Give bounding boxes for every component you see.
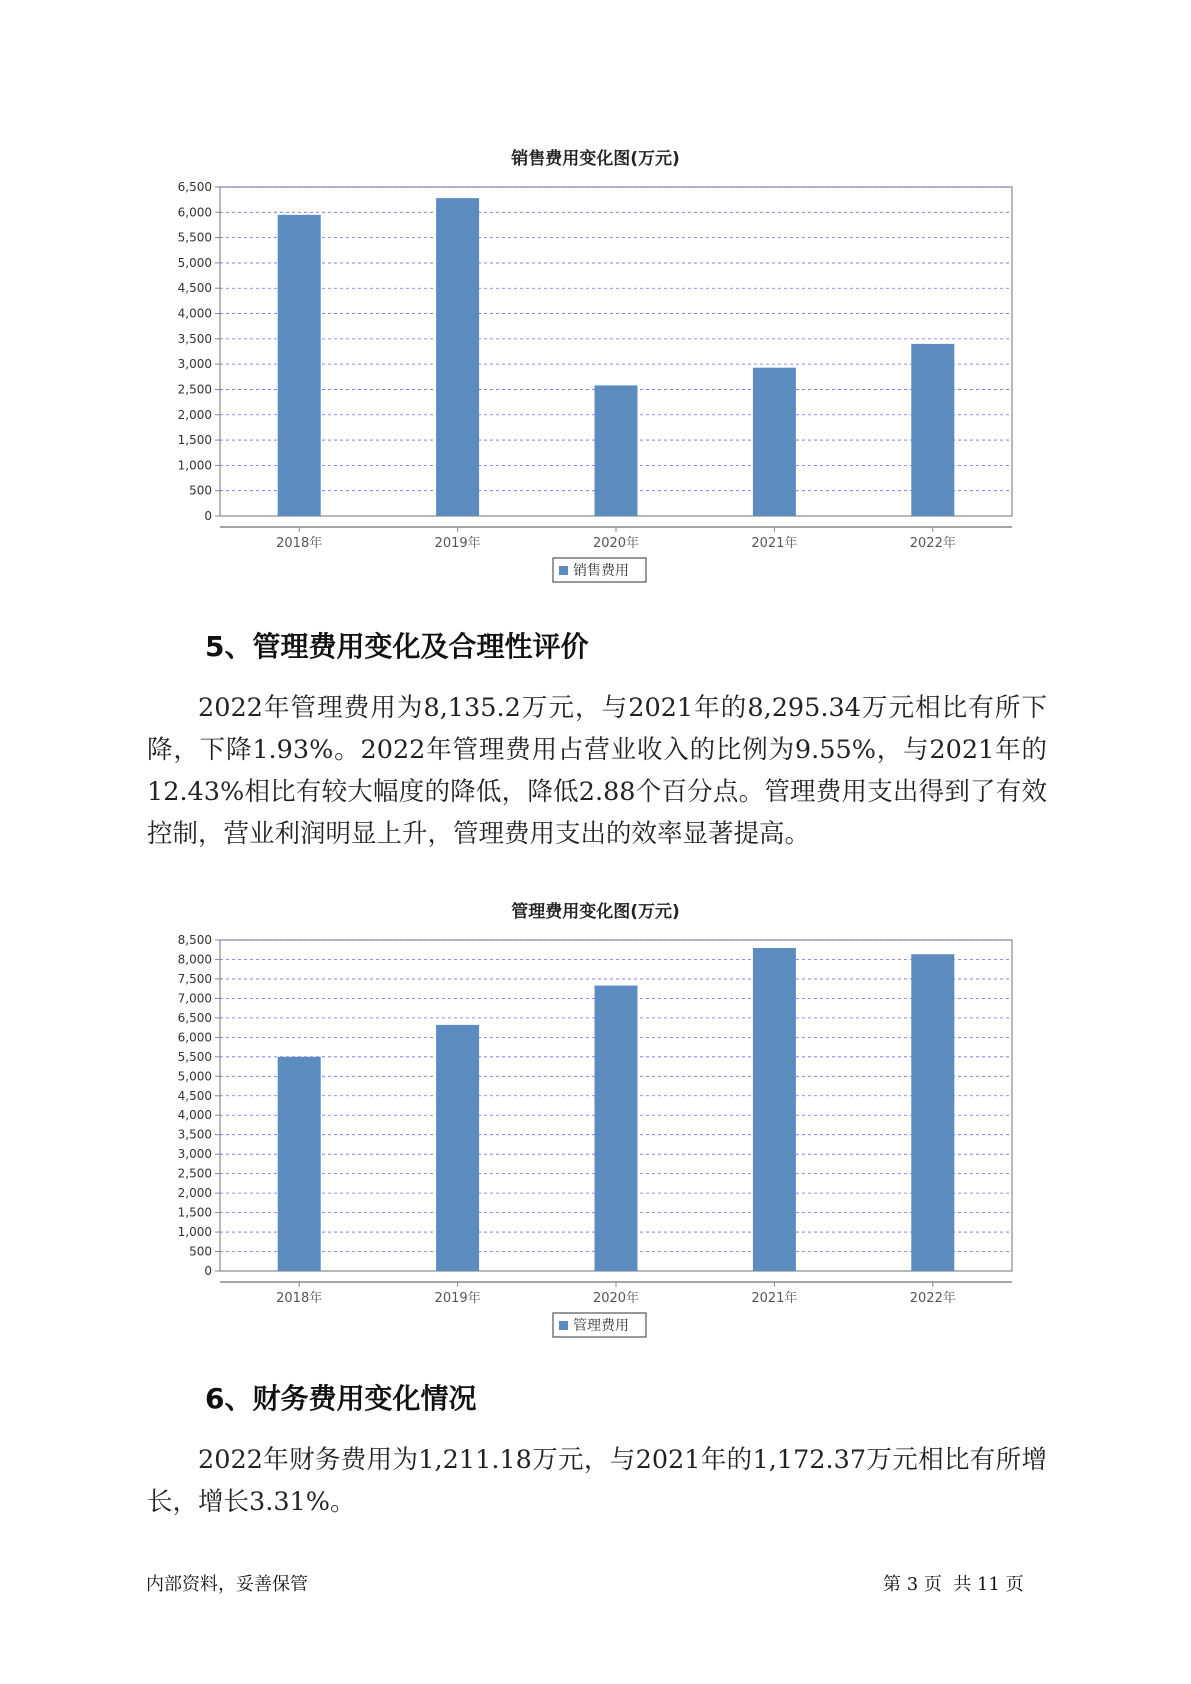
admin-x-tick-label: 2018年 [276,1291,323,1306]
admin-y-tick-label: 500 [189,1244,212,1259]
admin-y-tick-label: 7,000 [177,991,212,1006]
admin-y-tick-label: 3,500 [177,1127,212,1142]
section-5-paragraph: 2022年管理费用为8,135.2万元，与2021年的8,295.34万元相比有所下降，下降1.93%。2022年管理费用占营业收入的比例为9.55%，与2021年的12.43%相比有较大幅度的降低，降低2.88个百分点。管理费用支出得到了有效控制，营业利润明显上升，管理费用支出的效率显著提高。 [147,693,1047,849]
admin-y-tick-label: 5,500 [177,1049,212,1064]
admin-bar-2020年 [595,986,638,1271]
admin-x-tick-label: 2021年 [751,1291,798,1306]
admin-bar-2019年 [436,1025,479,1271]
admin-legend-label: 管理费用 [573,1318,629,1334]
sales-y-tick-label: 0 [204,509,212,523]
sales-y-tick-label: 5,000 [177,255,212,270]
admin-y-tick-label: 7,500 [177,971,212,986]
admin-x-tick-label: 2022年 [909,1291,956,1306]
admin-bar-2021年 [753,948,796,1271]
sales-x-tick-label: 2019年 [434,536,481,551]
admin-y-tick-label: 8,000 [177,952,212,967]
sales-x-tick-label: 2021年 [751,536,798,551]
sales-x-tick-label: 2018年 [276,536,323,551]
sales-y-tick-label: 500 [189,483,212,498]
sales-y-tick-label: 5,500 [177,230,212,245]
section-6-heading: 6、财务费用变化情况 [205,1382,477,1415]
admin-legend-swatch [559,1321,568,1330]
admin-y-tick-label: 3,000 [177,1147,212,1162]
admin-y-tick-label: 5,000 [177,1069,212,1084]
admin-y-tick-label: 2,000 [177,1186,212,1201]
admin-x-tick-label: 2019年 [434,1291,481,1306]
footer-confidential-note: 内部资料，妥善保管 [146,1574,308,1595]
admin-y-tick-label: 4,500 [177,1088,212,1103]
admin-y-tick-label: 4,000 [177,1108,212,1123]
section-6-paragraph: 2022年财务费用为1,211.18万元，与2021年的1,172.37万元相比有所增长，增长3.31%。 [147,1445,1047,1517]
sales-y-tick-label: 3,500 [177,331,212,346]
sales-y-tick-label: 2,000 [177,407,212,422]
sales-legend-label: 销售费用 [573,563,629,579]
admin-y-tick-label: 6,000 [177,1030,212,1045]
admin-y-tick-label: 8,500 [177,933,212,947]
admin-y-tick-label: 2,500 [177,1166,212,1181]
admin-y-tick-label: 0 [204,1264,212,1278]
footer-page-number: 第 3 页 共 11 页 [883,1574,1024,1595]
section-5-heading: 5、管理费用变化及合理性评价 [205,630,589,663]
admin-bar-2018年 [278,1057,321,1271]
sales-chart-title: 销售费用变化图(万元) [511,149,680,169]
sales-x-tick-label: 2020年 [592,536,640,551]
sales-y-tick-label: 6,500 [177,180,212,194]
sales-y-tick-label: 1,500 [177,433,212,448]
sales-y-tick-label: 1,000 [177,458,212,473]
admin-y-tick-label: 1,000 [177,1225,212,1240]
sales-y-tick-label: 4,500 [177,281,212,296]
sales-y-tick-label: 2,500 [177,382,212,397]
sales-x-tick-label: 2022年 [909,536,956,551]
admin-bar-2022年 [911,954,954,1271]
admin-chart-title: 管理费用变化图(万元) [511,902,680,922]
sales-y-tick-label: 3,000 [177,357,212,372]
admin-x-tick-label: 2020年 [592,1291,640,1306]
sales-y-tick-label: 4,000 [177,306,212,321]
admin-y-tick-label: 1,500 [177,1205,212,1220]
admin-y-tick-label: 6,500 [177,1010,212,1025]
sales-y-tick-label: 6,000 [177,205,212,220]
